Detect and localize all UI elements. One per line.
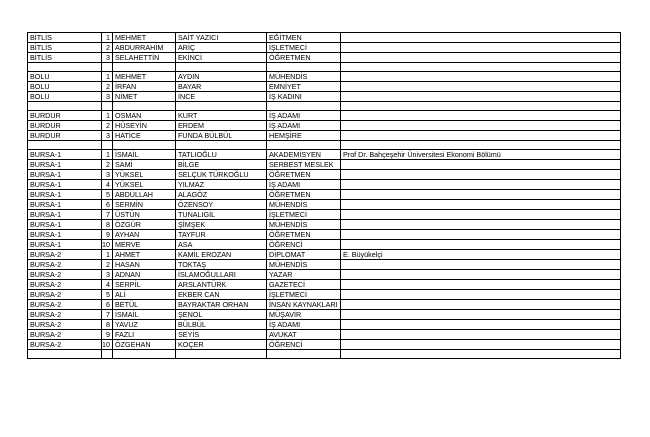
region-cell[interactable]: BURDUR: [28, 121, 102, 131]
region-cell[interactable]: BURDUR: [28, 111, 102, 121]
note-cell[interactable]: Prof Dr. Bahçeşehir Üniversitesi Ekonomi Bölümü: [341, 150, 621, 160]
last-name-cell[interactable]: ASA: [176, 240, 267, 250]
region-cell[interactable]: BURDUR: [28, 131, 102, 141]
profession-cell[interactable]: ÖĞRETMEN: [267, 53, 341, 63]
order-cell[interactable]: 1: [102, 111, 113, 121]
note-cell[interactable]: [341, 180, 621, 190]
order-cell[interactable]: 6: [102, 300, 113, 310]
table-row: [28, 240, 621, 250]
profession-cell[interactable]: İŞ ADAMI: [267, 121, 341, 131]
table-row: [28, 200, 621, 210]
first-name-cell[interactable]: MEHMET: [113, 72, 176, 82]
note-cell[interactable]: [341, 82, 621, 92]
profession-cell[interactable]: ÖĞRETMEN: [267, 170, 341, 180]
region-cell[interactable]: BİTLİS: [28, 43, 102, 53]
table-row: [28, 72, 621, 82]
table-row: [28, 350, 621, 359]
first-name-cell[interactable]: YÜKSEL: [113, 180, 176, 190]
profession-cell[interactable]: YAZAR: [267, 270, 341, 280]
order-cell[interactable]: 3: [102, 92, 113, 102]
profession-cell[interactable]: İŞ ADAMI: [267, 111, 341, 121]
table-row: [28, 82, 621, 92]
last-name-cell[interactable]: BAYRAKTAR ORHAN: [176, 300, 267, 310]
first-name-cell[interactable]: İSMAİL: [113, 310, 176, 320]
profession-cell[interactable]: İŞ ADAMI: [267, 320, 341, 330]
profession-cell[interactable]: ÖĞRETMEN: [267, 190, 341, 200]
table-row: [28, 33, 621, 43]
region-cell[interactable]: BURSA-1: [28, 170, 102, 180]
last-name-cell[interactable]: EKBER CAN: [176, 290, 267, 300]
note-cell[interactable]: [341, 111, 621, 121]
note-cell[interactable]: [341, 230, 621, 240]
note-cell[interactable]: [341, 310, 621, 320]
order-cell[interactable]: 2: [102, 43, 113, 53]
table-row: [28, 310, 621, 320]
profession-cell[interactable]: [267, 350, 341, 359]
last-name-cell[interactable]: SELÇUK TÜRKOĞLU: [176, 170, 267, 180]
order-cell[interactable]: 4: [102, 280, 113, 290]
table-row: [28, 250, 621, 260]
profession-cell[interactable]: MÜHENDİS: [267, 220, 341, 230]
table-row: [28, 53, 621, 63]
profession-cell[interactable]: HEMŞİRE: [267, 131, 341, 141]
last-name-cell[interactable]: [176, 102, 267, 111]
region-cell[interactable]: [28, 350, 102, 359]
order-cell[interactable]: 8: [102, 320, 113, 330]
first-name-cell[interactable]: FAZLI: [113, 330, 176, 340]
note-cell[interactable]: [341, 131, 621, 141]
table-row: [28, 131, 621, 141]
table-row: [28, 210, 621, 220]
profession-cell[interactable]: MÜHENDİS: [267, 260, 341, 270]
order-cell[interactable]: 1: [102, 33, 113, 43]
profession-cell[interactable]: DİPLOMAT: [267, 250, 341, 260]
region-cell[interactable]: BOLU: [28, 82, 102, 92]
region-cell[interactable]: BURSA-1: [28, 150, 102, 160]
note-cell[interactable]: [341, 260, 621, 270]
last-name-cell[interactable]: BÜLBÜL: [176, 320, 267, 330]
table-row: [28, 170, 621, 180]
order-cell[interactable]: 6: [102, 200, 113, 210]
region-cell[interactable]: BURSA-2: [28, 330, 102, 340]
table-row: [28, 330, 621, 340]
profession-cell[interactable]: GAZETECİ: [267, 280, 341, 290]
last-name-cell[interactable]: KURT: [176, 111, 267, 121]
table-row: [28, 180, 621, 190]
last-name-cell[interactable]: BİLGE: [176, 160, 267, 170]
profession-cell[interactable]: İŞLETMECİ: [267, 210, 341, 220]
region-cell[interactable]: BURSA-1: [28, 190, 102, 200]
last-name-cell[interactable]: TAYFUR: [176, 230, 267, 240]
note-cell[interactable]: [341, 220, 621, 230]
first-name-cell[interactable]: MERVE: [113, 240, 176, 250]
last-name-cell[interactable]: ALAGÖZ: [176, 190, 267, 200]
order-cell[interactable]: 1: [102, 250, 113, 260]
first-name-cell[interactable]: HATİCE: [113, 131, 176, 141]
first-name-cell[interactable]: BETÜL: [113, 300, 176, 310]
last-name-cell[interactable]: BAYAR: [176, 82, 267, 92]
profession-cell[interactable]: AKADEMİSYEN: [267, 150, 341, 160]
table-row: [28, 300, 621, 310]
order-cell[interactable]: 3: [102, 53, 113, 63]
first-name-cell[interactable]: ÖZGEHAN: [113, 340, 176, 350]
last-name-cell[interactable]: ARİÇ: [176, 43, 267, 53]
region-cell[interactable]: [28, 102, 102, 111]
first-name-cell[interactable]: YAVUZ: [113, 320, 176, 330]
last-name-cell[interactable]: [176, 350, 267, 359]
last-name-cell[interactable]: TATLIOĞLU: [176, 150, 267, 160]
first-name-cell[interactable]: SERPİL: [113, 280, 176, 290]
note-cell[interactable]: [341, 350, 621, 359]
order-cell[interactable]: 2: [102, 160, 113, 170]
profession-cell[interactable]: MÜHENDİS: [267, 72, 341, 82]
note-cell[interactable]: E. Büyükelçi: [341, 250, 621, 260]
table-row: [28, 220, 621, 230]
region-cell[interactable]: BURSA-1: [28, 180, 102, 190]
order-cell[interactable]: 3: [102, 170, 113, 180]
order-cell[interactable]: 1: [102, 72, 113, 82]
order-cell[interactable]: 2: [102, 82, 113, 92]
profession-cell[interactable]: [267, 63, 341, 72]
first-name-cell[interactable]: SERMİN: [113, 200, 176, 210]
table-row: [28, 150, 621, 160]
order-cell[interactable]: 8: [102, 220, 113, 230]
table-row: [28, 260, 621, 270]
region-cell[interactable]: BOLU: [28, 72, 102, 82]
region-cell[interactable]: BİTLİS: [28, 53, 102, 63]
note-cell[interactable]: [341, 210, 621, 220]
last-name-cell[interactable]: ARSLANTÜRK: [176, 280, 267, 290]
note-cell[interactable]: [341, 270, 621, 280]
note-cell[interactable]: [341, 170, 621, 180]
first-name-cell[interactable]: ÜSTÜN: [113, 210, 176, 220]
note-cell[interactable]: [341, 141, 621, 150]
last-name-cell[interactable]: KAMİL EROZAN: [176, 250, 267, 260]
profession-cell[interactable]: [267, 102, 341, 111]
region-cell[interactable]: BURSA-1: [28, 230, 102, 240]
order-cell[interactable]: 7: [102, 310, 113, 320]
table-row: [28, 111, 621, 121]
first-name-cell[interactable]: SAMİ: [113, 160, 176, 170]
region-cell[interactable]: [28, 141, 102, 150]
first-name-cell[interactable]: SELAHETTİN: [113, 53, 176, 63]
first-name-cell[interactable]: ALİ: [113, 290, 176, 300]
note-cell[interactable]: [341, 300, 621, 310]
order-cell[interactable]: 1: [102, 150, 113, 160]
first-name-cell[interactable]: İRFAN: [113, 82, 176, 92]
profession-cell[interactable]: ÖĞRENCİ: [267, 240, 341, 250]
order-cell[interactable]: [102, 350, 113, 359]
order-cell[interactable]: 5: [102, 190, 113, 200]
last-name-cell[interactable]: ÖZENSOY: [176, 200, 267, 210]
last-name-cell[interactable]: ŞİMŞEK: [176, 220, 267, 230]
last-name-cell[interactable]: İSLAMOĞULLARI: [176, 270, 267, 280]
table-row: [28, 340, 621, 350]
last-name-cell[interactable]: SEYİS: [176, 330, 267, 340]
region-cell[interactable]: BURSA-1: [28, 160, 102, 170]
profession-cell[interactable]: İŞ KADINI: [267, 92, 341, 102]
first-name-cell[interactable]: İSMAİL: [113, 150, 176, 160]
first-name-cell[interactable]: ABDURRAHİM: [113, 43, 176, 53]
first-name-cell[interactable]: AHMET: [113, 250, 176, 260]
last-name-cell[interactable]: [176, 141, 267, 150]
note-cell[interactable]: [341, 200, 621, 210]
profession-cell[interactable]: [267, 141, 341, 150]
region-cell[interactable]: BURSA-1: [28, 220, 102, 230]
first-name-cell[interactable]: [113, 141, 176, 150]
note-cell[interactable]: [341, 121, 621, 131]
region-cell[interactable]: BURSA-2: [28, 340, 102, 350]
first-name-cell[interactable]: ABDULLAH: [113, 190, 176, 200]
first-name-cell[interactable]: NİMET: [113, 92, 176, 102]
profession-cell[interactable]: İŞLETMECİ: [267, 43, 341, 53]
table-row: [28, 92, 621, 102]
order-cell[interactable]: [102, 141, 113, 150]
table-row: [28, 160, 621, 170]
region-cell[interactable]: BOLU: [28, 92, 102, 102]
table-row: [28, 102, 621, 111]
table-row: [28, 320, 621, 330]
region-cell[interactable]: BURSA-2: [28, 270, 102, 280]
region-cell[interactable]: BURSA-2: [28, 300, 102, 310]
region-cell[interactable]: BURSA-2: [28, 260, 102, 270]
last-name-cell[interactable]: İNCE: [176, 92, 267, 102]
region-cell[interactable]: BURSA-1: [28, 240, 102, 250]
last-name-cell[interactable]: SAİT YAZICI: [176, 33, 267, 43]
note-cell[interactable]: [341, 290, 621, 300]
region-cell[interactable]: BURSA-2: [28, 250, 102, 260]
order-cell[interactable]: 9: [102, 230, 113, 240]
last-name-cell[interactable]: ERDEM: [176, 121, 267, 131]
note-cell[interactable]: [341, 43, 621, 53]
first-name-cell[interactable]: ÖZGÜR: [113, 220, 176, 230]
order-cell[interactable]: 9: [102, 330, 113, 340]
last-name-cell[interactable]: [176, 63, 267, 72]
note-cell[interactable]: [341, 72, 621, 82]
note-cell[interactable]: [341, 160, 621, 170]
profession-cell[interactable]: ÖĞRETMEN: [267, 230, 341, 240]
table-row: [28, 121, 621, 131]
profession-cell[interactable]: ÖĞRENCİ: [267, 340, 341, 350]
table-row: [28, 190, 621, 200]
note-cell[interactable]: [341, 320, 621, 330]
region-cell[interactable]: [28, 63, 102, 72]
first-name-cell[interactable]: OSMAN: [113, 111, 176, 121]
candidate-table: [27, 32, 621, 359]
region-cell[interactable]: BURSA-1: [28, 200, 102, 210]
last-name-cell[interactable]: TOKTAŞ: [176, 260, 267, 270]
table-row: [28, 141, 621, 150]
order-cell[interactable]: 10: [102, 340, 113, 350]
note-cell[interactable]: [341, 280, 621, 290]
last-name-cell[interactable]: AYDIN: [176, 72, 267, 82]
candidate-sheet: [27, 32, 621, 359]
table-row: [28, 230, 621, 240]
region-cell[interactable]: BURSA-2: [28, 280, 102, 290]
first-name-cell[interactable]: [113, 350, 176, 359]
profession-cell[interactable]: İŞLETMECİ: [267, 290, 341, 300]
profession-cell[interactable]: İNSAN KAYNAKLARI: [267, 300, 341, 310]
order-cell[interactable]: 2: [102, 260, 113, 270]
profession-cell[interactable]: EMNİYET: [267, 82, 341, 92]
note-cell[interactable]: [341, 190, 621, 200]
region-cell[interactable]: BURSA-2: [28, 320, 102, 330]
first-name-cell[interactable]: [113, 63, 176, 72]
note-cell[interactable]: [341, 330, 621, 340]
first-name-cell[interactable]: [113, 102, 176, 111]
region-cell[interactable]: BURSA-1: [28, 210, 102, 220]
first-name-cell[interactable]: MEHMET: [113, 33, 176, 43]
region-cell[interactable]: BURSA-2: [28, 310, 102, 320]
profession-cell[interactable]: İŞ ADAMI: [267, 180, 341, 190]
order-cell[interactable]: [102, 63, 113, 72]
note-cell[interactable]: [341, 102, 621, 111]
note-cell[interactable]: [341, 340, 621, 350]
last-name-cell[interactable]: TUNALIGİL: [176, 210, 267, 220]
note-cell[interactable]: [341, 53, 621, 63]
order-cell[interactable]: 3: [102, 270, 113, 280]
first-name-cell[interactable]: ADNAN: [113, 270, 176, 280]
table-row: [28, 63, 621, 72]
note-cell[interactable]: [341, 92, 621, 102]
note-cell[interactable]: [341, 33, 621, 43]
note-cell[interactable]: [341, 240, 621, 250]
last-name-cell[interactable]: EKİNCİ: [176, 53, 267, 63]
order-cell[interactable]: 3: [102, 131, 113, 141]
region-cell[interactable]: BİTLİS: [28, 33, 102, 43]
first-name-cell[interactable]: HÜSEYİN: [113, 121, 176, 131]
profession-cell[interactable]: SERBEST MESLEK: [267, 160, 341, 170]
first-name-cell[interactable]: AYHAN: [113, 230, 176, 240]
note-cell[interactable]: [341, 63, 621, 72]
table-row: [28, 280, 621, 290]
order-cell[interactable]: 4: [102, 180, 113, 190]
last-name-cell[interactable]: FUNDA BÜLBÜL: [176, 131, 267, 141]
order-cell[interactable]: 5: [102, 290, 113, 300]
order-cell[interactable]: 7: [102, 210, 113, 220]
table-row: [28, 290, 621, 300]
table-body: [28, 33, 621, 359]
region-cell[interactable]: BURSA-2: [28, 290, 102, 300]
first-name-cell[interactable]: HASAN: [113, 260, 176, 270]
profession-cell[interactable]: MÜŞAVİR: [267, 310, 341, 320]
order-cell[interactable]: 2: [102, 121, 113, 131]
last-name-cell[interactable]: KOÇER: [176, 340, 267, 350]
last-name-cell[interactable]: ŞENOL: [176, 310, 267, 320]
table-row: [28, 270, 621, 280]
profession-cell[interactable]: AVUKAT: [267, 330, 341, 340]
profession-cell[interactable]: MÜHENDİS: [267, 200, 341, 210]
table-row: [28, 43, 621, 53]
profession-cell[interactable]: EĞİTMEN: [267, 33, 341, 43]
order-cell[interactable]: 10: [102, 240, 113, 250]
first-name-cell[interactable]: YÜKSEL: [113, 170, 176, 180]
order-cell[interactable]: [102, 102, 113, 111]
last-name-cell[interactable]: YILMAZ: [176, 180, 267, 190]
